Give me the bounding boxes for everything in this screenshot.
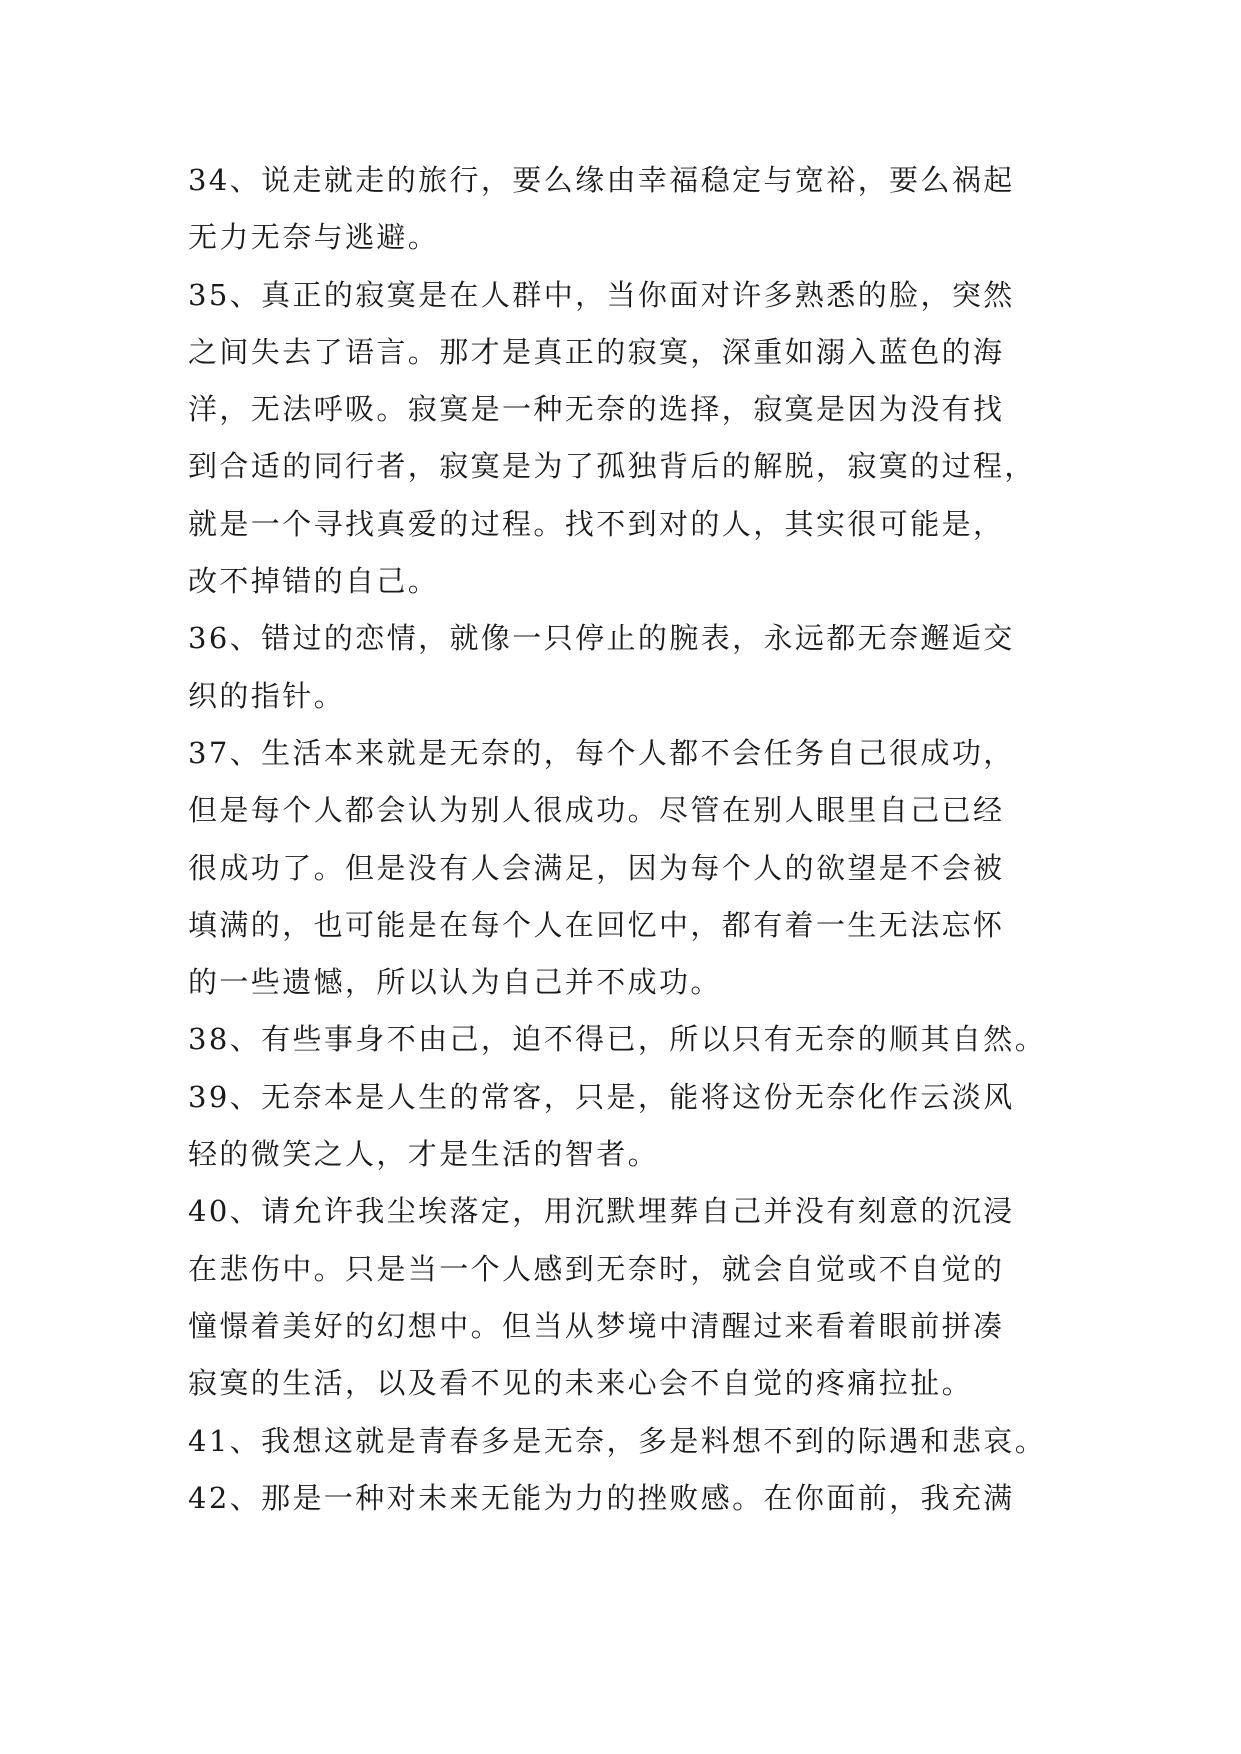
text-line: 42、那是一种对未来无能为力的挫败感。在你面前，我充满 [188, 1480, 1015, 1515]
text-line: 40、请允许我尘埃落定，用沉默埋葬自己并没有刻意的沉浸 [188, 1194, 1015, 1229]
text-line: 改不掉错的自己。 [188, 564, 440, 599]
text-line: 37、生活本来就是无奈的，每个人都不会任务自己很成功， [188, 735, 1015, 770]
text-line: 到合适的同行者，寂寞是为了孤独背后的解脱，寂寞的过程， [188, 449, 1036, 484]
text-line: 35、真正的寂寞是在人群中，当你面对许多熟悉的脸，突然 [188, 277, 1015, 312]
text-line: 寂寞的生活，以及看不见的未来心会不自觉的疼痛拉扯。 [188, 1366, 974, 1401]
text-line: 34、说走就走的旅行，要么缘由幸福稳定与宽裕，要么祸起 [188, 163, 1015, 197]
text-line: 41、我想这就是青春多是无奈，多是料想不到的际遇和悲哀。 [188, 1423, 1047, 1458]
text-line: 之间失去了语言。那才是真正的寂寞，深重如溺入蓝色的海 [188, 334, 1005, 369]
text-line: 但是每个人都会认为别人很成功。尽管在别人眼里自己已经 [188, 793, 1005, 828]
text-line: 就是一个寻找真爱的过程。找不到对的人，其实很可能是， [188, 506, 1005, 541]
text-line: 轻的微笑之人，才是生活的智者。 [188, 1137, 660, 1172]
text-line: 憧憬着美好的幻想中。但当从梦境中清醒过来看着眼前拼凑 [188, 1308, 1005, 1343]
text-line: 填满的，也可能是在每个人在回忆中，都有着一生无法忘怀 [188, 907, 1005, 942]
document-body [188, 152, 1056, 1527]
text-line: 很成功了。但是没有人会满足，因为每个人的欲望是不会被 [188, 850, 1005, 885]
text-line: 39、无奈本是人生的常客，只是，能将这份无奈化作云淡风 [188, 1079, 1015, 1114]
text-line: 织的指针。 [188, 678, 346, 713]
text-line: 在悲伤中。只是当一个人感到无奈时，就会自觉或不自觉的 [188, 1251, 1005, 1286]
text-line: 无力无奈与逃避。 [188, 220, 440, 255]
text-line: 洋，无法呼吸。寂寞是一种无奈的选择，寂寞是因为没有找 [188, 392, 1005, 427]
text-line: 36、错过的恋情，就像一只停止的腕表，永远都无奈邂逅交 [188, 621, 1015, 656]
text-line: 38、有些事身不由己，迫不得已，所以只有无奈的顺其自然。 [188, 1022, 1047, 1057]
text-line: 的一些遗憾，所以认为自己并不成功。 [188, 965, 722, 1000]
